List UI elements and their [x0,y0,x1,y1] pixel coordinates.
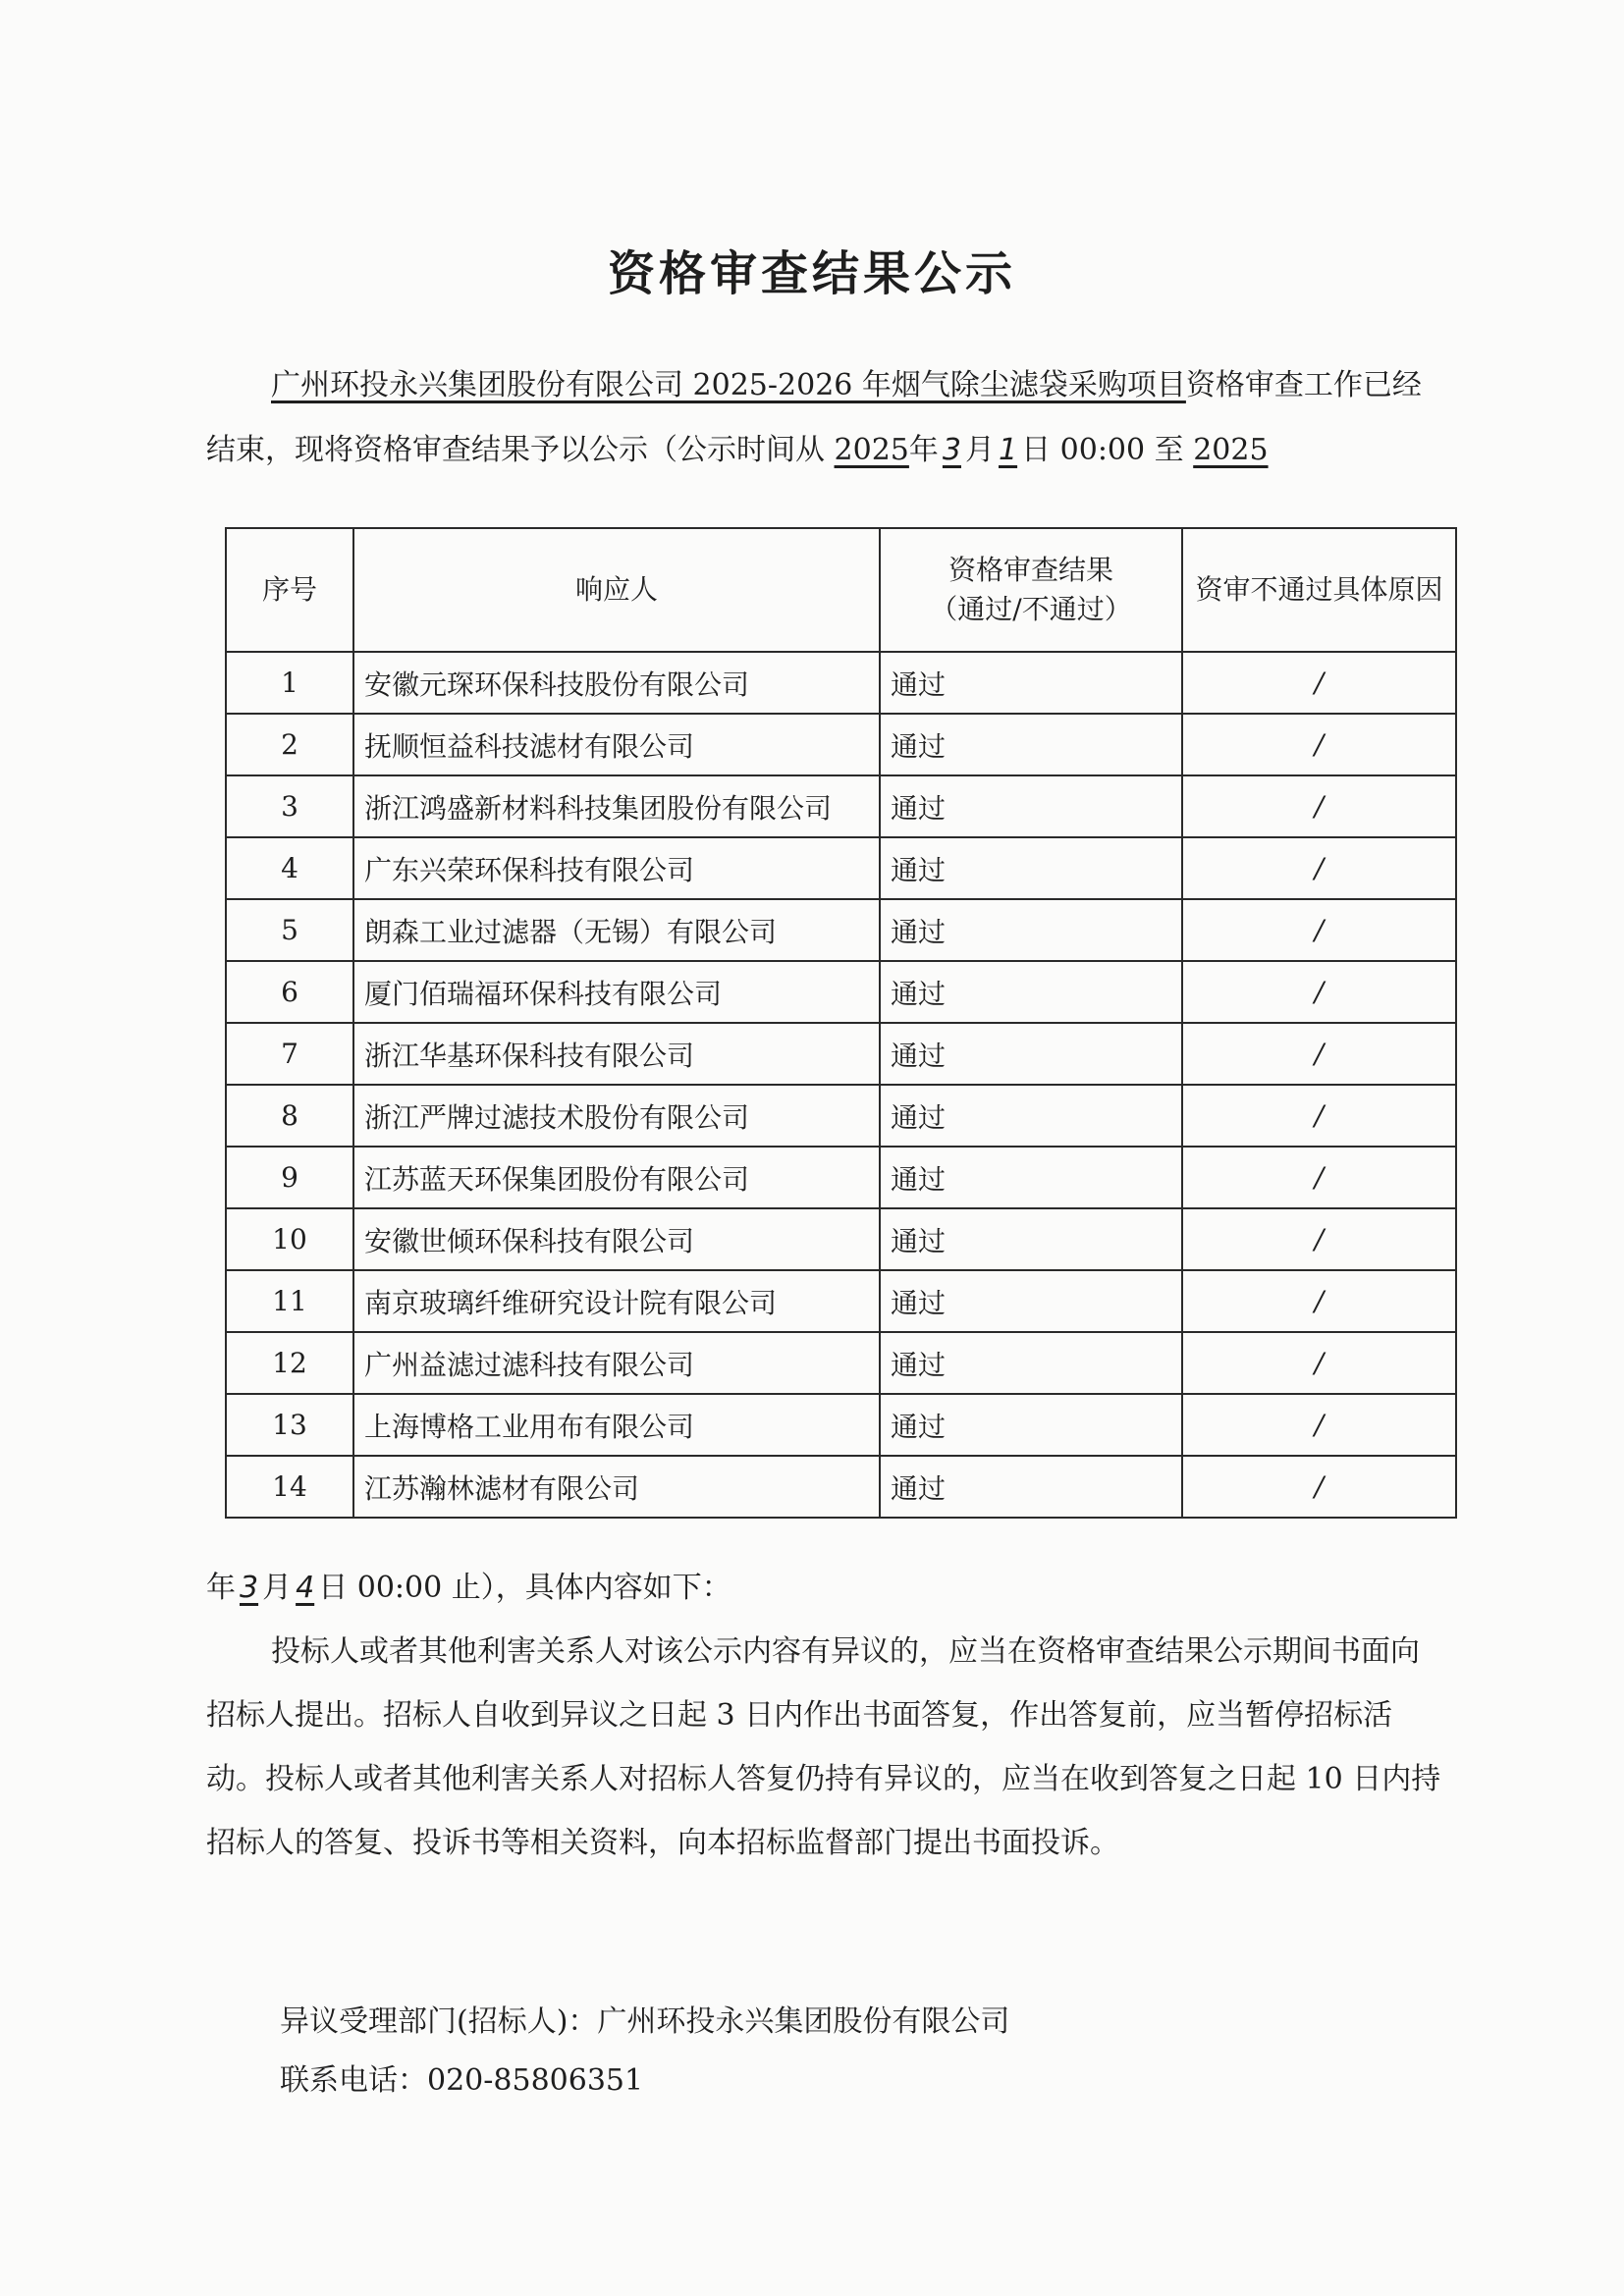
header-result-line1: 资格审查结果 [947,554,1113,586]
header-respondent: 响应人 [353,528,880,652]
cell-reason: / [1182,1456,1456,1518]
cell-reason: / [1182,1085,1456,1147]
month-char-2: 月 [262,1571,293,1605]
start-year: 2025 [834,433,909,467]
phone-line [280,2052,1009,2110]
cell-reason: / [1182,837,1456,899]
table-row [226,1023,1456,1085]
company-project-name: 广州环投永兴集团股份有限公司 2025-2026 年烟气除尘滤袋采购项目 [271,368,1186,402]
table-row [226,1147,1456,1208]
cell-respondent: 浙江严牌过滤技术股份有限公司 [353,1085,880,1147]
day-char: 日 [1021,433,1052,467]
cell-result: 通过 [880,1332,1182,1394]
header-result [880,528,1182,652]
cell-no: 12 [226,1332,353,1394]
year-char: 年 [908,433,939,467]
cell-result: 通过 [880,961,1182,1023]
page-title: 资格审查结果公示 [607,246,1016,301]
cell-no: 11 [226,1270,353,1332]
cell-no: 2 [226,714,353,775]
cell-result: 通过 [880,1456,1182,1518]
cell-reason: / [1182,652,1456,714]
cell-result: 通过 [880,1208,1182,1270]
header-no: 序号 [226,528,353,652]
table-row [226,652,1456,714]
cell-reason: / [1182,775,1456,837]
table-row [226,899,1456,961]
cell-result: 通过 [880,1394,1182,1456]
cell-result: 通过 [880,714,1182,775]
cell-reason: / [1182,1023,1456,1085]
dept-line [280,1993,1009,2052]
cell-reason: / [1182,899,1456,961]
intro-paragraph [206,353,1443,483]
cell-reason: / [1182,1270,1456,1332]
cell-respondent: 上海博格工业用布有限公司 [353,1394,880,1456]
cell-result: 通过 [880,775,1182,837]
table-row [226,1456,1456,1518]
year-char-2: 年 [206,1571,236,1605]
cell-no: 10 [226,1208,353,1270]
phone-value: 020-85806351 [427,2063,644,2098]
table-row [226,775,1456,837]
cell-result: 通过 [880,837,1182,899]
cell-respondent: 安徽元琛环保科技股份有限公司 [353,652,880,714]
start-month-handwritten: 3 [942,433,961,467]
cell-no: 8 [226,1085,353,1147]
table-row [226,1208,1456,1270]
cell-result: 通过 [880,1270,1182,1332]
cell-result: 通过 [880,1147,1182,1208]
cell-reason: / [1182,961,1456,1023]
cell-respondent: 浙江鸿盛新材料科技集团股份有限公司 [353,775,880,837]
cell-no: 14 [226,1456,353,1518]
table-row [226,1394,1456,1456]
cell-respondent: 广东兴荣环保科技有限公司 [353,837,880,899]
cell-no: 1 [226,652,353,714]
end-month-handwritten: 3 [240,1571,259,1605]
intro-text: 资格审查工作已经结束，现将资格审查结果予以公示（公示时间从 [206,368,1422,467]
table-row [226,961,1456,1023]
table-body [226,652,1456,1518]
objection-text: 投标人或者其他利害关系人对该公示内容有异议的，应当在资格审查结果公示期间书面向招标人提出。招标人自收到异议之日起 3 日内作出书面答复，作出答复前，应当暂停招标活动。投标人或者其他利害关系人对招标人答复仍持有异议的，应当在收到答复之日起 10 日内持招标人的答复、投诉书等相关资料，向本招标监督部门提出书面投诉。 [206,1634,1441,1860]
cell-no: 9 [226,1147,353,1208]
cell-respondent: 广州益滤过滤科技有限公司 [353,1332,880,1394]
results-table [225,527,1457,1519]
end-day-handwritten: 4 [296,1571,315,1605]
cell-reason: / [1182,1208,1456,1270]
table-row [226,837,1456,899]
phone-label: 联系电话： [280,2063,427,2098]
cell-respondent: 安徽世倾环保科技有限公司 [353,1208,880,1270]
continuation-line [206,1556,1443,1620]
start-time: 00:00 [1059,433,1146,467]
cell-respondent: 江苏蓝天环保集团股份有限公司 [353,1147,880,1208]
cell-respondent: 抚顺恒益科技滤材有限公司 [353,714,880,775]
table-row [226,714,1456,775]
cell-respondent: 浙江华基环保科技有限公司 [353,1023,880,1085]
cell-no: 3 [226,775,353,837]
header-result-line2: （通过/不通过） [930,593,1132,625]
table-header-row [226,528,1456,652]
dept-value: 广州环投永兴集团股份有限公司 [597,2004,1010,2039]
contact-block [280,1993,1009,2110]
cell-reason: / [1182,1394,1456,1456]
day-char-2: 日 [318,1571,349,1605]
table-row [226,1332,1456,1394]
header-reason: 资审不通过具体原因 [1182,528,1456,652]
cell-reason: / [1182,714,1456,775]
cell-result: 通过 [880,1085,1182,1147]
cell-result: 通过 [880,899,1182,961]
cell-result: 通过 [880,1023,1182,1085]
cell-respondent: 厦门佰瑞福环保科技有限公司 [353,961,880,1023]
dept-label: 异议受理部门(招标人)： [280,2004,598,2039]
to-word: 至 [1154,433,1184,467]
start-day-handwritten: 1 [999,433,1018,467]
end-year: 2025 [1193,433,1269,467]
cell-respondent: 江苏瀚林滤材有限公司 [353,1456,880,1518]
cell-respondent: 南京玻璃纤维研究设计院有限公司 [353,1270,880,1332]
month-char: 月 [965,433,995,467]
cell-no: 4 [226,837,353,899]
objection-paragraph [206,1620,1443,1875]
table-row [226,1270,1456,1332]
cell-result: 通过 [880,652,1182,714]
cell-reason: / [1182,1147,1456,1208]
after-table-text [206,1556,1443,1875]
end-time-text: 00:00 止），具体内容如下： [356,1571,731,1605]
cell-reason: / [1182,1332,1456,1394]
cell-no: 13 [226,1394,353,1456]
cell-respondent: 朗森工业过滤器（无锡）有限公司 [353,899,880,961]
cell-no: 6 [226,961,353,1023]
cell-no: 7 [226,1023,353,1085]
cell-no: 5 [226,899,353,961]
table-row [226,1085,1456,1147]
